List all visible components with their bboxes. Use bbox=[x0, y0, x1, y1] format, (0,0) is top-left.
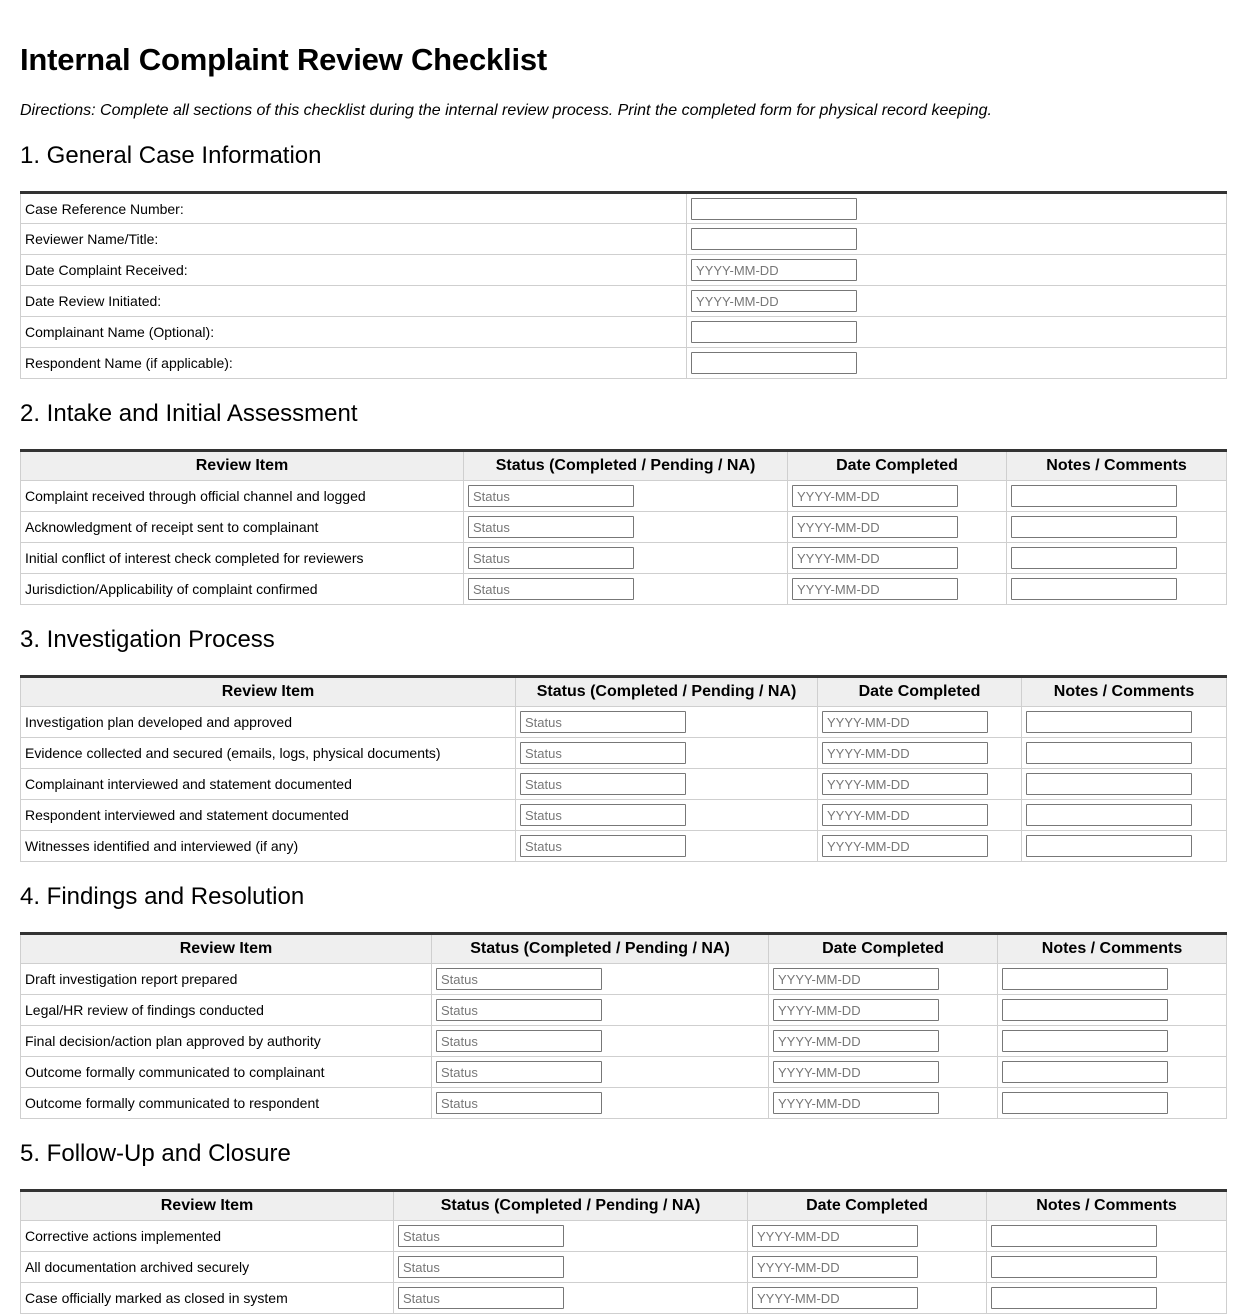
table-row bbox=[21, 831, 1227, 862]
column-header-status: Status (Completed / Pending / NA) bbox=[464, 451, 788, 481]
table-row bbox=[21, 481, 1227, 512]
column-header-notes: Notes / Comments bbox=[998, 934, 1227, 964]
date-input[interactable] bbox=[792, 547, 958, 569]
review-item-label: Complainant interviewed and statement documented bbox=[21, 769, 516, 800]
notes-cell bbox=[998, 964, 1227, 995]
section-heading-general: 1. General Case Information bbox=[20, 142, 322, 169]
column-header-item: Review Item bbox=[21, 934, 432, 964]
review-item-label: Draft investigation report prepared bbox=[21, 964, 432, 995]
review-item-label: Case officially marked as closed in system bbox=[21, 1283, 394, 1314]
checklist-table bbox=[20, 1189, 1227, 1314]
status-input[interactable] bbox=[436, 1061, 602, 1083]
date-cell bbox=[769, 995, 998, 1026]
date-input[interactable] bbox=[752, 1256, 918, 1278]
table-header-row bbox=[21, 1191, 1227, 1221]
table-row bbox=[21, 707, 1227, 738]
column-header-item: Review Item bbox=[21, 1191, 394, 1221]
date-input[interactable] bbox=[822, 835, 988, 857]
notes-cell bbox=[987, 1221, 1227, 1252]
status-input[interactable] bbox=[520, 711, 686, 733]
table-row bbox=[21, 995, 1227, 1026]
date-input[interactable] bbox=[773, 1030, 939, 1052]
notes-input[interactable] bbox=[1002, 968, 1168, 990]
notes-cell bbox=[998, 1088, 1227, 1119]
notes-input[interactable] bbox=[1011, 485, 1177, 507]
date-cell bbox=[788, 574, 1007, 605]
review-item-label: Witnesses identified and interviewed (if any) bbox=[21, 831, 516, 862]
review-item-label: Initial conflict of interest check completed for reviewers bbox=[21, 543, 464, 574]
column-header-status: Status (Completed / Pending / NA) bbox=[516, 677, 818, 707]
field-label: Respondent Name (if applicable): bbox=[21, 348, 687, 379]
notes-cell bbox=[998, 1057, 1227, 1088]
form-row bbox=[21, 348, 1227, 379]
date-cell bbox=[769, 1088, 998, 1119]
field-cell bbox=[687, 286, 1227, 317]
date-cell bbox=[818, 800, 1022, 831]
status-input[interactable] bbox=[520, 804, 686, 826]
table-row bbox=[21, 1221, 1227, 1252]
notes-cell bbox=[1022, 831, 1227, 862]
date-cell bbox=[769, 1026, 998, 1057]
date-cell bbox=[748, 1283, 987, 1314]
field-label: Date Complaint Received: bbox=[21, 255, 687, 286]
table-row bbox=[21, 1088, 1227, 1119]
field-cell bbox=[687, 224, 1227, 255]
status-input[interactable] bbox=[436, 1030, 602, 1052]
status-input[interactable] bbox=[520, 835, 686, 857]
review-item-label: Acknowledgment of receipt sent to complainant bbox=[21, 512, 464, 543]
notes-cell bbox=[1022, 769, 1227, 800]
column-header-notes: Notes / Comments bbox=[1007, 451, 1227, 481]
column-header-date: Date Completed bbox=[818, 677, 1022, 707]
status-cell bbox=[464, 512, 788, 543]
directions-text: Directions: Complete all sections of this checklist during the internal review process. Print the completed form for physical record keeping. bbox=[20, 102, 992, 119]
notes-cell bbox=[1022, 707, 1227, 738]
notes-cell bbox=[1007, 512, 1227, 543]
notes-cell bbox=[1022, 738, 1227, 769]
status-input[interactable] bbox=[398, 1256, 564, 1278]
form-row bbox=[21, 224, 1227, 255]
field-label: Date Review Initiated: bbox=[21, 286, 687, 317]
notes-cell bbox=[998, 1026, 1227, 1057]
date-input[interactable] bbox=[773, 999, 939, 1021]
status-cell bbox=[516, 769, 818, 800]
table-row bbox=[21, 512, 1227, 543]
notes-cell bbox=[987, 1252, 1227, 1283]
field-input[interactable] bbox=[691, 259, 857, 281]
section-heading: 3. Investigation Process bbox=[20, 626, 275, 653]
status-cell bbox=[432, 1026, 769, 1057]
date-cell bbox=[769, 1057, 998, 1088]
status-input[interactable] bbox=[398, 1287, 564, 1309]
general-info-table bbox=[20, 191, 1227, 379]
status-input[interactable] bbox=[398, 1225, 564, 1247]
review-item-label: Legal/HR review of findings conducted bbox=[21, 995, 432, 1026]
review-item-label: Outcome formally communicated to complainant bbox=[21, 1057, 432, 1088]
form-row bbox=[21, 193, 1227, 224]
date-input[interactable] bbox=[792, 485, 958, 507]
date-input[interactable] bbox=[773, 968, 939, 990]
status-cell bbox=[394, 1221, 748, 1252]
table-row bbox=[21, 964, 1227, 995]
date-cell bbox=[818, 769, 1022, 800]
date-cell bbox=[748, 1221, 987, 1252]
status-cell bbox=[464, 543, 788, 574]
status-input[interactable] bbox=[468, 578, 634, 600]
notes-cell bbox=[998, 995, 1227, 1026]
date-cell bbox=[748, 1252, 987, 1283]
table-header-row bbox=[21, 934, 1227, 964]
section-heading: 2. Intake and Initial Assessment bbox=[20, 400, 358, 427]
column-header-date: Date Completed bbox=[748, 1191, 987, 1221]
review-item-label: All documentation archived securely bbox=[21, 1252, 394, 1283]
page-title: Internal Complaint Review Checklist bbox=[20, 42, 548, 77]
table-row bbox=[21, 543, 1227, 574]
notes-input[interactable] bbox=[1002, 1092, 1168, 1114]
table-row bbox=[21, 769, 1227, 800]
date-input[interactable] bbox=[752, 1287, 918, 1309]
column-header-notes: Notes / Comments bbox=[1022, 677, 1227, 707]
field-input[interactable] bbox=[691, 290, 857, 312]
review-item-label: Corrective actions implemented bbox=[21, 1221, 394, 1252]
status-cell bbox=[432, 1088, 769, 1119]
date-input[interactable] bbox=[773, 1092, 939, 1114]
checklist-table bbox=[20, 675, 1227, 862]
notes-input[interactable] bbox=[991, 1256, 1157, 1278]
review-item-label: Jurisdiction/Applicability of complaint confirmed bbox=[21, 574, 464, 605]
status-cell bbox=[394, 1283, 748, 1314]
status-input[interactable] bbox=[436, 1092, 602, 1114]
field-input[interactable] bbox=[691, 198, 857, 220]
notes-input[interactable] bbox=[1011, 516, 1177, 538]
table-row bbox=[21, 574, 1227, 605]
column-header-status: Status (Completed / Pending / NA) bbox=[432, 934, 769, 964]
table-row bbox=[21, 1283, 1227, 1314]
status-cell bbox=[516, 738, 818, 769]
table-row bbox=[21, 800, 1227, 831]
section-heading: 4. Findings and Resolution bbox=[20, 883, 305, 910]
notes-input[interactable] bbox=[1002, 999, 1168, 1021]
notes-input[interactable] bbox=[1026, 835, 1192, 857]
review-item-label: Outcome formally communicated to respondent bbox=[21, 1088, 432, 1119]
column-header-item: Review Item bbox=[21, 677, 516, 707]
field-cell bbox=[687, 317, 1227, 348]
notes-input[interactable] bbox=[1026, 773, 1192, 795]
form-row bbox=[21, 317, 1227, 348]
field-label: Reviewer Name/Title: bbox=[21, 224, 687, 255]
status-cell bbox=[432, 1057, 769, 1088]
field-label: Complainant Name (Optional): bbox=[21, 317, 687, 348]
review-item-label: Complaint received through official channel and logged bbox=[21, 481, 464, 512]
date-cell bbox=[788, 512, 1007, 543]
field-input[interactable] bbox=[691, 352, 857, 374]
notes-input[interactable] bbox=[991, 1287, 1157, 1309]
status-cell bbox=[432, 964, 769, 995]
status-input[interactable] bbox=[520, 742, 686, 764]
date-cell bbox=[788, 543, 1007, 574]
field-cell bbox=[687, 193, 1227, 224]
table-row bbox=[21, 738, 1227, 769]
notes-input[interactable] bbox=[1002, 1061, 1168, 1083]
notes-input[interactable] bbox=[1002, 1030, 1168, 1052]
field-input[interactable] bbox=[691, 321, 857, 343]
date-input[interactable] bbox=[752, 1225, 918, 1247]
checklist-table bbox=[20, 449, 1227, 605]
status-cell bbox=[464, 481, 788, 512]
date-input[interactable] bbox=[822, 773, 988, 795]
review-item-label: Respondent interviewed and statement documented bbox=[21, 800, 516, 831]
table-header-row bbox=[21, 451, 1227, 481]
section-heading: 5. Follow-Up and Closure bbox=[20, 1140, 291, 1167]
review-item-label: Investigation plan developed and approved bbox=[21, 707, 516, 738]
field-cell bbox=[687, 348, 1227, 379]
notes-cell bbox=[1007, 543, 1227, 574]
column-header-notes: Notes / Comments bbox=[987, 1191, 1227, 1221]
notes-input[interactable] bbox=[1026, 742, 1192, 764]
notes-cell bbox=[1007, 481, 1227, 512]
table-header-row bbox=[21, 677, 1227, 707]
status-cell bbox=[432, 995, 769, 1026]
status-cell bbox=[516, 800, 818, 831]
date-input[interactable] bbox=[822, 711, 988, 733]
table-row bbox=[21, 1057, 1227, 1088]
status-input[interactable] bbox=[468, 516, 634, 538]
table-row bbox=[21, 1026, 1227, 1057]
field-input[interactable] bbox=[691, 228, 857, 250]
status-input[interactable] bbox=[436, 968, 602, 990]
status-cell bbox=[516, 707, 818, 738]
table-row bbox=[21, 1252, 1227, 1283]
status-input[interactable] bbox=[436, 999, 602, 1021]
form-row bbox=[21, 255, 1227, 286]
date-input[interactable] bbox=[773, 1061, 939, 1083]
column-header-item: Review Item bbox=[21, 451, 464, 481]
status-input[interactable] bbox=[520, 773, 686, 795]
date-input[interactable] bbox=[792, 516, 958, 538]
date-cell bbox=[769, 964, 998, 995]
status-cell bbox=[394, 1252, 748, 1283]
notes-cell bbox=[1022, 800, 1227, 831]
notes-input[interactable] bbox=[1026, 711, 1192, 733]
date-cell bbox=[788, 481, 1007, 512]
date-cell bbox=[818, 738, 1022, 769]
notes-cell bbox=[1007, 574, 1227, 605]
date-input[interactable] bbox=[792, 578, 958, 600]
column-header-date: Date Completed bbox=[769, 934, 998, 964]
checklist-table bbox=[20, 932, 1227, 1119]
status-cell bbox=[516, 831, 818, 862]
notes-input[interactable] bbox=[1011, 547, 1177, 569]
field-label: Case Reference Number: bbox=[21, 193, 687, 224]
notes-input[interactable] bbox=[991, 1225, 1157, 1247]
notes-input[interactable] bbox=[1011, 578, 1177, 600]
notes-cell bbox=[987, 1283, 1227, 1314]
date-cell bbox=[818, 831, 1022, 862]
status-input[interactable] bbox=[468, 485, 634, 507]
form-row bbox=[21, 286, 1227, 317]
column-header-status: Status (Completed / Pending / NA) bbox=[394, 1191, 748, 1221]
date-cell bbox=[818, 707, 1022, 738]
status-cell bbox=[464, 574, 788, 605]
column-header-date: Date Completed bbox=[788, 451, 1007, 481]
status-input[interactable] bbox=[468, 547, 634, 569]
review-item-label: Evidence collected and secured (emails, logs, physical documents) bbox=[21, 738, 516, 769]
notes-input[interactable] bbox=[1026, 804, 1192, 826]
date-input[interactable] bbox=[822, 742, 988, 764]
review-item-label: Final decision/action plan approved by authority bbox=[21, 1026, 432, 1057]
date-input[interactable] bbox=[822, 804, 988, 826]
field-cell bbox=[687, 255, 1227, 286]
